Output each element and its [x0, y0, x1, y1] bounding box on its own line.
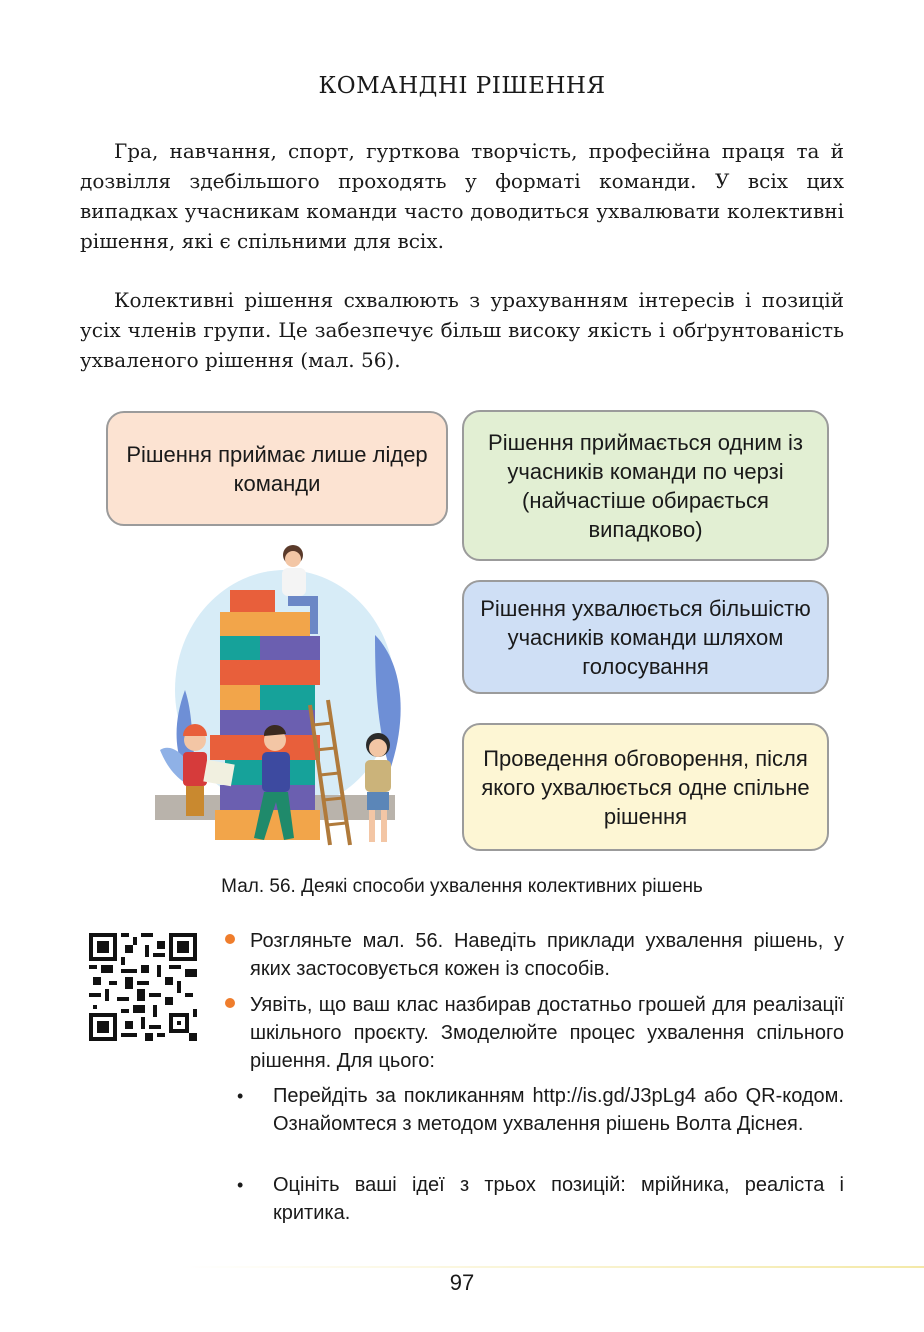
decision-box-leader: Рішення приймає лише лідер команди: [106, 411, 448, 526]
page-number: 97: [449, 1270, 475, 1295]
decision-box-voting: Рішення ухвалюється більшістю учасників команди шляхом голосування: [462, 580, 829, 694]
paragraph-2: Колективні рішення схвалюють з урахуванням інтересів і позицій усіх членів групи. Це забезпечує більш високу якість і обґрунтованість ухваленого рішення (мал. 56).: [80, 288, 844, 372]
task-bullet-1: [250, 927, 844, 983]
small-bullet-icon: •: [237, 1175, 244, 1195]
orange-bullet-icon: [225, 934, 235, 944]
sub-bullet-2: [237, 1171, 844, 1227]
page-title: КОМАНДНІ РІШЕННЯ: [318, 73, 606, 99]
teamwork-blocks-illustration: [150, 540, 450, 855]
task-bullet-1-text: Розгляньте мал. 56. Наведіть приклади ухвалення рішень, у яких застосовується кожен із способів.: [250, 930, 844, 980]
small-bullet-icon: •: [237, 1086, 244, 1106]
sub-bullet-2-text: Оцініть ваші ідеї з трьох позицій: мрійника, реаліста і критика.: [273, 1174, 844, 1224]
paragraph-1: Гра, навчання, спорт, гурткова творчість, професійна праця та й дозвілля здебільшого проходять у форматі команди. У всіх цих випадках учасникам команди часто доводиться ухвалювати колективні рішення, які є спільними для всіх.: [80, 139, 844, 253]
footer-divider: [180, 1266, 924, 1268]
figure-caption: Мал. 56. Деякі способи ухвалення колективних рішень: [221, 876, 703, 897]
sub-bullet-1-text: Перейдіть за покликанням http://is.gd/J3pLg4 або QR-кодом. Ознайомтеся з методом ухвалення рішень Волта Діснея.: [273, 1085, 844, 1135]
orange-bullet-icon: [225, 998, 235, 1008]
qr-code[interactable]: [89, 933, 197, 1041]
sub-bullet-1: [237, 1082, 844, 1138]
decision-box-rotation: Рішення приймається одним із учасників команди по черзі (найчастіше обирається випадково): [462, 410, 829, 561]
decision-box-consensus: Проведення обговорення, після якого ухвалюється одне спільне рішення: [462, 723, 829, 851]
task-bullet-2: [250, 991, 844, 1075]
task-bullet-2-text: Уявіть, що ваш клас назбирав достатньо грошей для реалізації шкільного проєкту. Змоделюйте процес ухвалення спільного рішення. Для цього:: [250, 994, 844, 1072]
